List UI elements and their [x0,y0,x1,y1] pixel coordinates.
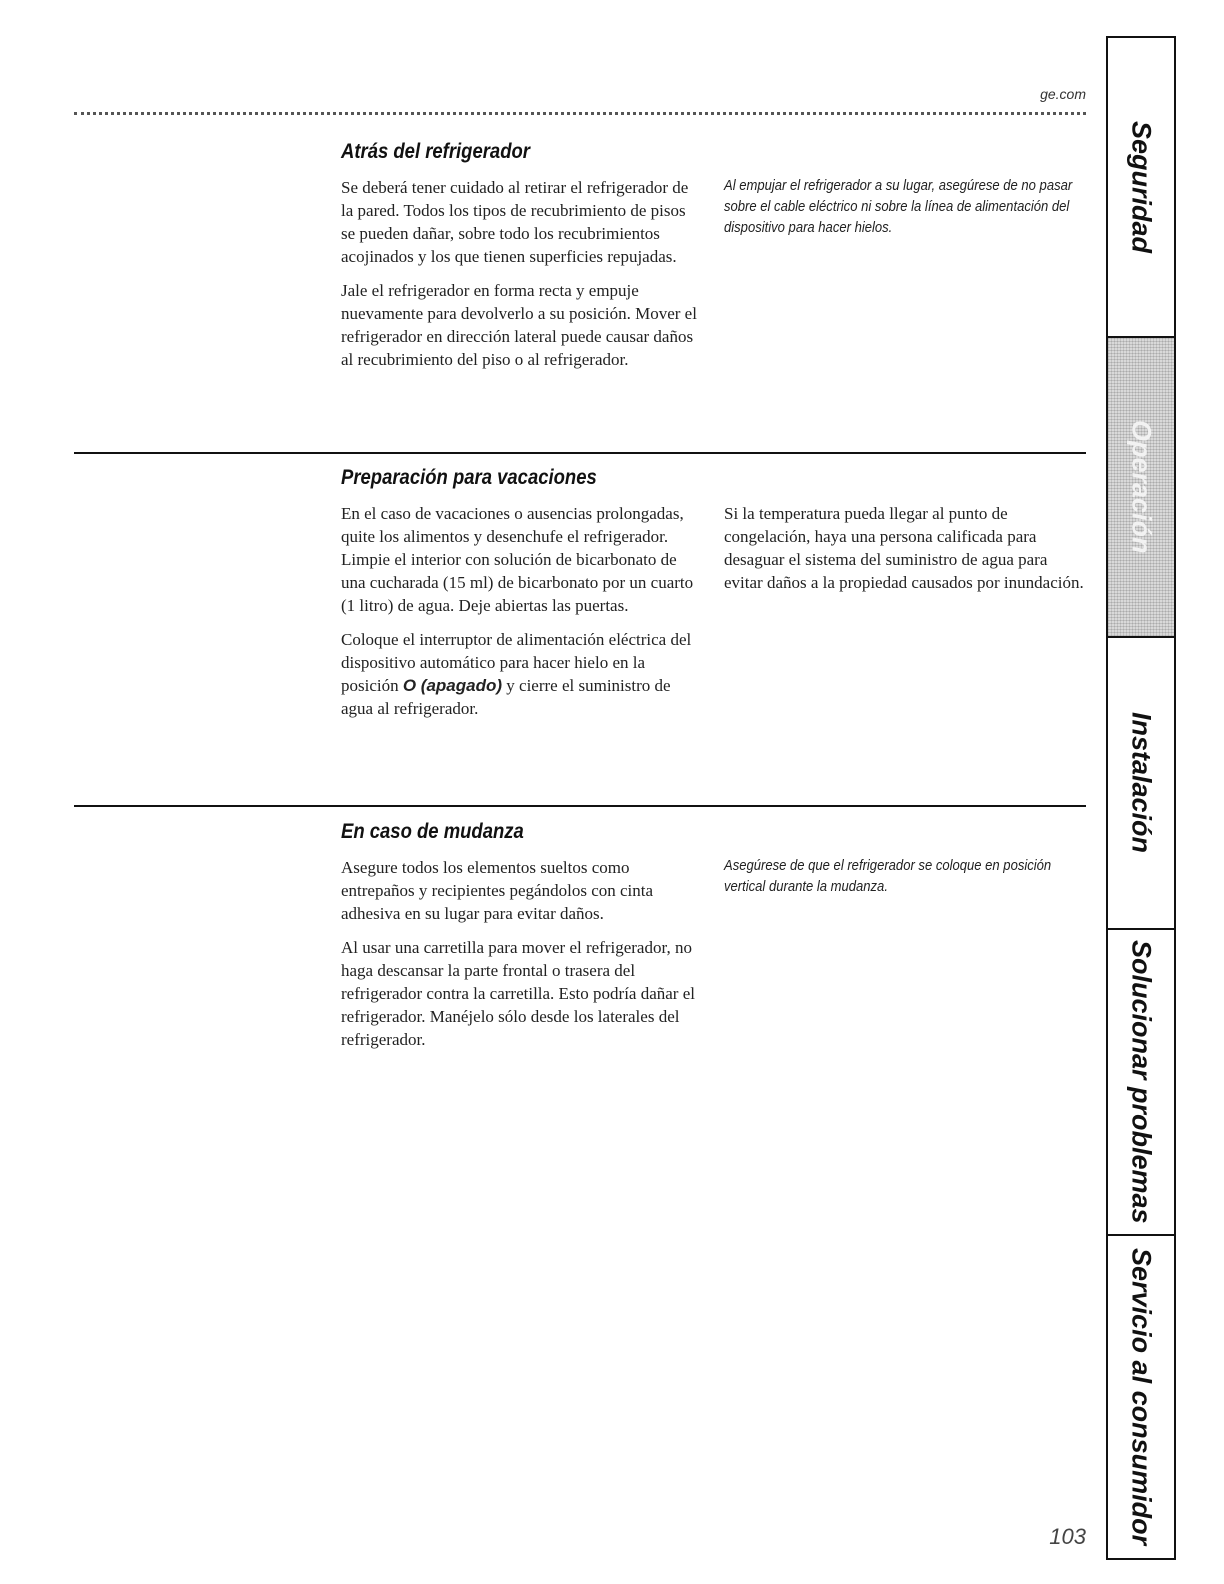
section-title: En caso de mudanza [341,820,524,843]
section-behind-refrigerator [341,140,1086,382]
paragraph: Jale el refrigerador en forma recta y empuje nuevamente para devolverlo a su posición. Mover el refrigerador en dirección lateral puede causar daños al recubrimiento del piso o al refrigerador. [341,281,697,369]
section-body [341,502,701,731]
section-divider [74,805,1086,807]
section-body [341,176,701,382]
section-right-column [724,502,1086,731]
tab-solucionar-problemas[interactable] [1108,930,1174,1236]
tab-servicio-al-consumidor[interactable] [1108,1236,1174,1558]
paragraph-text: y cierre el suministro de agua al refrigerador. [341,676,671,718]
off-position-label: O (apagado) [402,676,503,695]
header-dotted-rule [74,112,1086,115]
section-body [341,856,701,1062]
section-title: Preparación para vacaciones [341,466,597,489]
section-title: Atrás del refrigerador [341,140,530,163]
paragraph-text: Coloque el interruptor de alimentación eléctrica del dispositivo automático para hacer hielo en la posición [341,630,692,695]
section-note [724,856,1086,1062]
tab-label: Servicio al consumidor [1126,1248,1157,1546]
tab-label: Instalación [1126,712,1157,854]
paragraph: Al usar una carretilla para mover el refrigerador, no haga descansar la parte frontal o trasera del refrigerador contra la carretilla. Esto podría dañar el refrigerador. Manéjelo sólo desde los laterales del refrigerador. [341,938,695,1049]
site-url: ge.com [1040,86,1086,102]
tab-instalacion[interactable] [1108,638,1174,930]
paragraph: En el caso de vacaciones o ausencias prolongadas, quite los alimentos y desenchufe el refrigerador. Limpie el interior con solución de bicarbonato de una cucharada (15 ml) de bicarbonato por un cuarto (1 litro) de agua. Deje abiertas las puertas. [341,504,694,615]
tab-label: Operación [1126,420,1157,554]
tab-seguridad[interactable] [1108,38,1174,338]
page-number: 103 [1049,1524,1086,1549]
section-note [724,176,1086,382]
chapter-tabs [1106,36,1176,1560]
section-divider [74,452,1086,454]
paragraph: Asegure todos los elementos sueltos como entrepaños y recipientes pegándolos con cinta adhesiva en su lugar para evitar daños. [341,858,654,923]
tab-label: Solucionar problemas [1126,940,1157,1224]
paragraph [341,628,701,720]
section-moving [341,820,1086,1062]
tab-operacion[interactable] [1108,338,1174,638]
tab-label: Seguridad [1126,120,1157,254]
note-text: Asegúrese de que el refrigerador se coloque en posición vertical durante la mudanza. [724,858,1052,895]
paragraph: Si la temperatura pueda llegar al punto de congelación, haya una persona calificada para desaguar el sistema del suministro de agua para evitar daños a la propiedad causados por inundación. [724,504,1084,592]
section-vacation [341,466,1086,731]
note-text: Al empujar el refrigerador a su lugar, asegúrese de no pasar sobre el cable eléctrico ni sobre la línea de alimentación del dispositivo para hacer hielos. [724,178,1073,236]
paragraph: Se deberá tener cuidado al retirar el refrigerador de la pared. Todos los tipos de recubrimiento de pisos se pueden dañar, sobre todo los recubrimientos acojinados y los que tienen superficies repujadas. [341,178,689,266]
